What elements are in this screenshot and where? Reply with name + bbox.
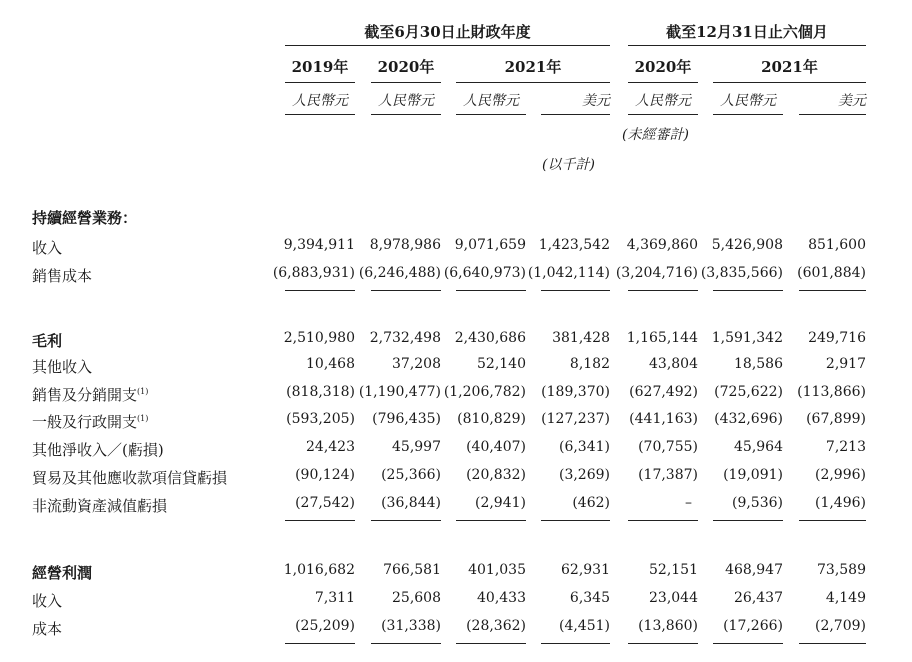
- row-label: 其他淨收入／(虧損): [32, 441, 164, 459]
- table-cell: (6,246,488): [358, 265, 441, 281]
- unit-rule: [371, 114, 441, 115]
- row-label: 銷售成本: [32, 267, 93, 285]
- row-label: 銷售及分銷開支$^{(1)}$: [32, 386, 149, 404]
- table-cell: (2,709): [814, 618, 866, 634]
- table-cell: 766,581: [383, 562, 441, 578]
- table-cell: (17,387): [638, 467, 698, 483]
- year-header-2021-h1: 2021年: [761, 58, 818, 76]
- year-header-2020-h1: 2020年: [634, 58, 692, 76]
- unaudited-note: (未經審計): [622, 127, 689, 143]
- year-rule: [285, 82, 355, 83]
- table-cell: (6,640,973): [443, 265, 526, 281]
- subtotal-rule: [799, 290, 866, 291]
- unit-usd: 美元: [838, 93, 866, 109]
- subtotal-rule: [371, 290, 441, 291]
- table-cell: 468,947: [725, 562, 783, 578]
- group-title-six-months: 截至12月31日止六個月: [666, 23, 828, 41]
- group-rule-six-months: [628, 45, 866, 46]
- table-cell: (19,091): [723, 467, 783, 483]
- subtotal-rule: [285, 643, 355, 644]
- table-cell: 9,394,911: [283, 237, 355, 253]
- unit-rule: [628, 114, 698, 115]
- unit-rule: [799, 114, 866, 115]
- table-cell: (593,205): [286, 411, 355, 427]
- table-cell: (28,362): [466, 618, 526, 634]
- section-title: 持續經營業務：: [32, 209, 138, 227]
- table-cell: 1,591,342: [711, 330, 783, 346]
- table-cell: (1,206,782): [443, 384, 526, 400]
- table-cell: (67,899): [806, 411, 866, 427]
- subtotal-rule: [371, 520, 441, 521]
- subtotal-rule: [713, 520, 783, 521]
- footnote-marker: (1): [137, 414, 149, 423]
- unit-rule: [541, 114, 610, 115]
- row-label: 經營利潤: [32, 564, 93, 582]
- table-cell: 7,213: [825, 439, 866, 455]
- table-cell: 52,140: [477, 356, 526, 372]
- unit-rmb: 人民幣元: [292, 93, 348, 109]
- year-rule: [371, 82, 441, 83]
- table-cell: 2,917: [825, 356, 866, 372]
- table-cell: (725,622): [714, 384, 783, 400]
- subtotal-rule: [799, 520, 866, 521]
- table-cell: (4,451): [558, 618, 610, 634]
- table-cell: (1,496): [814, 495, 866, 511]
- table-cell: (127,237): [541, 411, 610, 427]
- unit-rmb: 人民幣元: [720, 93, 776, 109]
- thousands-note: (以千計): [542, 157, 595, 173]
- table-cell: 5,426,908: [711, 237, 783, 253]
- table-cell: (6,341): [558, 439, 610, 455]
- subtotal-rule: [713, 643, 783, 644]
- table-cell: –: [685, 495, 692, 511]
- subtotal-rule: [541, 643, 610, 644]
- table-cell: (6,883,931): [272, 265, 355, 281]
- table-cell: (1,190,477): [358, 384, 441, 400]
- year-header-2021: 2021年: [504, 58, 562, 76]
- table-cell: (27,542): [295, 495, 355, 511]
- table-cell: 45,997: [392, 439, 441, 455]
- unit-usd: 美元: [582, 93, 610, 109]
- table-cell: (441,163): [629, 411, 698, 427]
- table-cell: (2,941): [474, 495, 526, 511]
- table-cell: 2,732,498: [369, 330, 441, 346]
- subtotal-rule: [371, 643, 441, 644]
- table-cell: 1,423,542: [538, 237, 610, 253]
- subtotal-rule: [799, 643, 866, 644]
- row-label: 其他收入: [32, 358, 93, 376]
- subtotal-rule: [285, 520, 355, 521]
- row-label: 收入: [32, 239, 63, 257]
- row-label: 非流動資產減值虧損: [32, 497, 168, 515]
- table-cell: 851,600: [808, 237, 866, 253]
- unit-rule: [456, 114, 526, 115]
- table-cell: 37,208: [392, 356, 441, 372]
- subtotal-rule: [456, 643, 526, 644]
- table-cell: (70,755): [638, 439, 698, 455]
- year-header-2019: 2019年: [291, 58, 349, 76]
- unit-rmb: 人民幣元: [463, 93, 519, 109]
- table-cell: 9,071,659: [454, 237, 526, 253]
- table-cell: 40,433: [477, 590, 526, 606]
- table-cell: 43,804: [649, 356, 698, 372]
- table-cell: (462): [572, 495, 610, 511]
- row-label: 收入: [32, 592, 63, 610]
- table-cell: 8,182: [569, 356, 610, 372]
- subtotal-rule: [285, 290, 355, 291]
- year-header-2020: 2020年: [377, 58, 435, 76]
- table-cell: 6,345: [569, 590, 610, 606]
- table-cell: 52,151: [649, 562, 698, 578]
- table-cell: (25,366): [381, 467, 441, 483]
- table-cell: (20,832): [466, 467, 526, 483]
- table-cell: (1,042,114): [527, 265, 610, 281]
- table-cell: 23,044: [649, 590, 698, 606]
- footnote-marker: (1): [137, 387, 149, 396]
- table-cell: 45,964: [734, 439, 783, 455]
- table-cell: (17,266): [723, 618, 783, 634]
- table-cell: (40,407): [466, 439, 526, 455]
- table-cell: 18,586: [734, 356, 783, 372]
- table-cell: (3,269): [558, 467, 610, 483]
- table-cell: 62,931: [561, 562, 610, 578]
- subtotal-rule: [456, 520, 526, 521]
- row-label: 成本: [32, 620, 63, 638]
- table-cell: 4,149: [825, 590, 866, 606]
- subtotal-rule: [628, 290, 698, 291]
- unit-rule: [285, 114, 355, 115]
- year-rule: [713, 82, 866, 83]
- subtotal-rule: [628, 520, 698, 521]
- table-cell: (2,996): [814, 467, 866, 483]
- table-cell: (818,318): [286, 384, 355, 400]
- unit-rule: [713, 114, 783, 115]
- table-cell: 10,468: [306, 356, 355, 372]
- table-cell: 7,311: [314, 590, 355, 606]
- table-cell: 2,510,980: [283, 330, 355, 346]
- table-cell: (90,124): [295, 467, 355, 483]
- table-cell: (31,338): [381, 618, 441, 634]
- table-cell: 381,428: [552, 330, 610, 346]
- table-cell: (796,435): [372, 411, 441, 427]
- table-cell: (627,492): [629, 384, 698, 400]
- row-label: 一般及行政開支$^{(1)}$: [32, 413, 149, 431]
- unit-rmb: 人民幣元: [635, 93, 691, 109]
- subtotal-rule: [628, 643, 698, 644]
- table-cell: 1,165,144: [626, 330, 698, 346]
- table-cell: 25,608: [392, 590, 441, 606]
- subtotal-rule: [541, 290, 610, 291]
- table-cell: (13,860): [638, 618, 698, 634]
- row-label: 毛利: [32, 332, 63, 350]
- year-rule: [628, 82, 698, 83]
- table-cell: (432,696): [714, 411, 783, 427]
- table-cell: (3,835,566): [700, 265, 783, 281]
- year-rule: [456, 82, 610, 83]
- table-cell: 2,430,686: [454, 330, 526, 346]
- table-cell: (601,884): [797, 265, 866, 281]
- table-cell: 26,437: [734, 590, 783, 606]
- table-cell: 401,035: [468, 562, 526, 578]
- table-cell: 4,369,860: [626, 237, 698, 253]
- table-cell: 8,978,986: [369, 237, 441, 253]
- table-cell: 73,589: [817, 562, 866, 578]
- table-cell: (810,829): [457, 411, 526, 427]
- table-cell: 24,423: [306, 439, 355, 455]
- subtotal-rule: [541, 520, 610, 521]
- table-cell: (25,209): [295, 618, 355, 634]
- table-cell: 1,016,682: [283, 562, 355, 578]
- table-cell: (189,370): [541, 384, 610, 400]
- table-cell: (3,204,716): [615, 265, 698, 281]
- row-label: 貿易及其他應收款項信貸虧損: [32, 469, 228, 487]
- subtotal-rule: [713, 290, 783, 291]
- table-cell: (113,866): [797, 384, 866, 400]
- unit-rmb: 人民幣元: [378, 93, 434, 109]
- group-rule-fiscal-year: [285, 45, 610, 46]
- subtotal-rule: [456, 290, 526, 291]
- table-cell: (36,844): [381, 495, 441, 511]
- table-cell: 249,716: [808, 330, 866, 346]
- table-cell: (9,536): [731, 495, 783, 511]
- group-title-fiscal-year: 截至6月30日止財政年度: [364, 23, 531, 41]
